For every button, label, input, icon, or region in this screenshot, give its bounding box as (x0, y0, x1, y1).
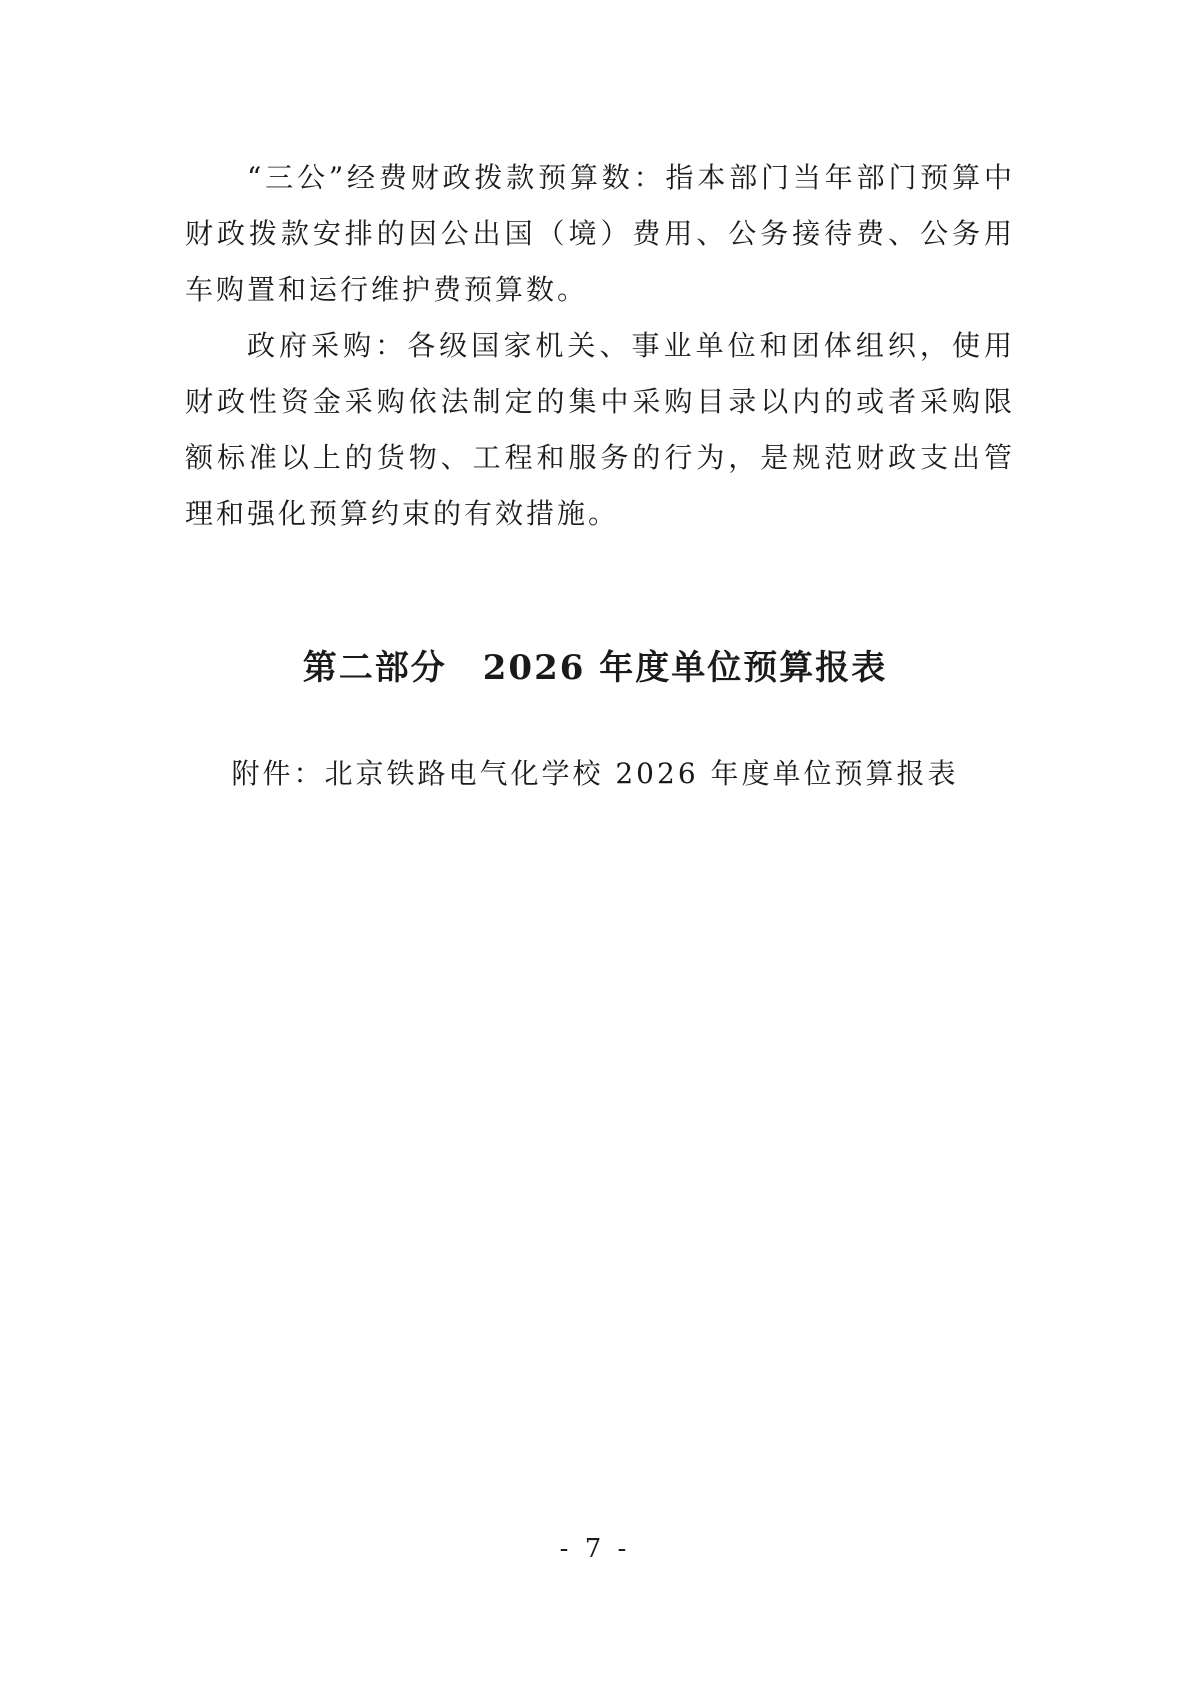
paragraph-government-procurement: 政府采购：各级国家机关、事业单位和团体组织，使用财政性资金采购依法制定的集中采购目录以内的或者采购限额标准以上的货物、工程和服务的行为，是规范财政支出管理和强化预算约束的有效措施。 (185, 329, 1015, 530)
attachment-line: 附件：北京铁路电气化学校 2026 年度单位预算报表 (231, 757, 959, 790)
paragraph-three-public-expenses: “三公”经费财政拨款预算数：指本部门当年部门预算中财政拨款安排的因公出国（境）费用、公务接待费、公务用车购置和运行维护费预算数。 (185, 161, 1015, 306)
section-title: 第二部分 2026 年度单位预算报表 (302, 648, 888, 688)
page-number: - 7 - (559, 1534, 631, 1564)
